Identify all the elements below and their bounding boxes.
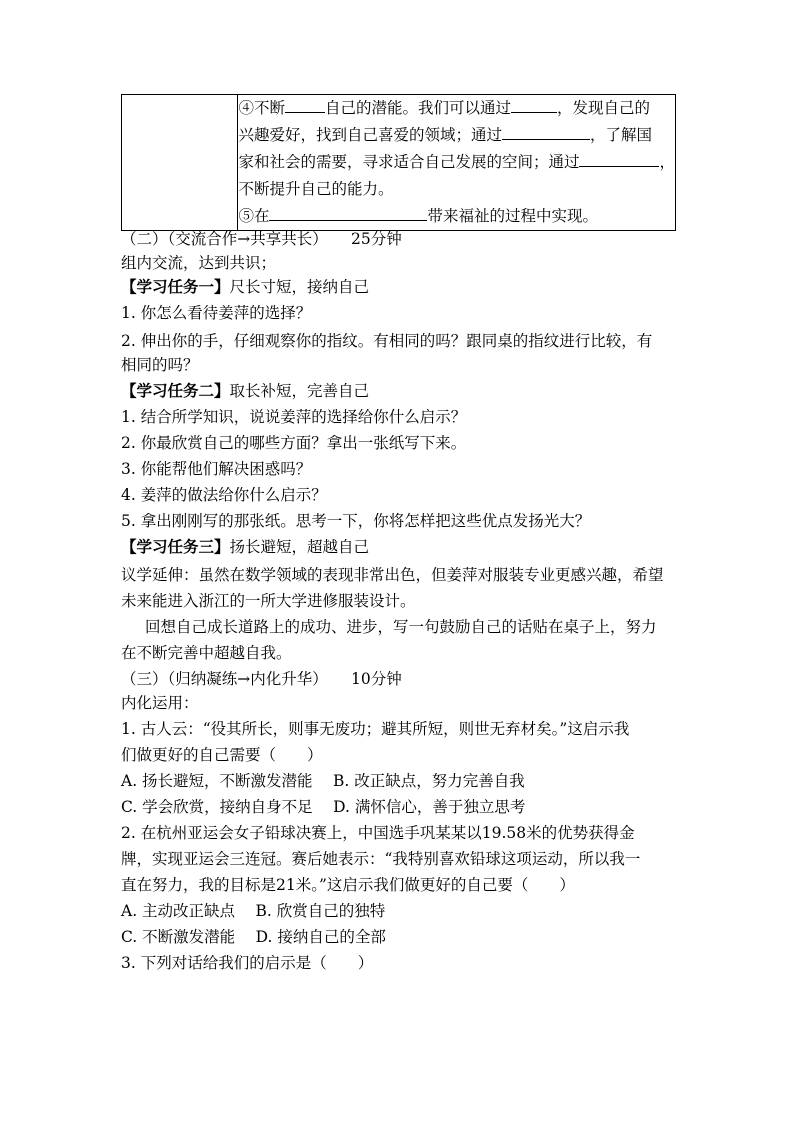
task2-question-2: 2. 你最欣赏自己的哪些方面？拿出一张纸写下来。 — [121, 434, 467, 452]
fill-blank[interactable] — [579, 150, 659, 167]
exercise-2: 2. 在杭州亚运会女子铅球决赛上，中国选手巩某某以19.58米的优势获得金 — [121, 824, 635, 842]
fill-blank[interactable] — [502, 123, 590, 140]
task1-title — [121, 275, 369, 299]
section2-heading: （二）（交流合作→共享共长） 25分钟 — [121, 230, 402, 248]
task3-reflection-cont: 在不断完善中超越自我。 — [121, 644, 292, 662]
exercise-1-options-cd: C. 学会欣赏，接纳自身不足 D. 满怀信心，善于独立思考 — [121, 798, 526, 816]
item5-line — [238, 203, 675, 230]
item4-line2 — [238, 122, 675, 149]
task2-title — [121, 379, 369, 403]
section3-intro: 内化运用： — [121, 694, 199, 712]
item5-text-b: 带来福祉的过程中实现。 — [427, 207, 598, 225]
exercise-2-options-cd: C. 不断激发潜能 D. 接纳自己的全部 — [121, 928, 386, 946]
task1-topic: 尺长寸短，接纳自己 — [229, 278, 370, 296]
exercise-1: 1. 古人云：“役其所长，则事无废功；避其所短，则世无弃材矣。”这启示我 — [121, 720, 630, 738]
task2-question-3: 3. 你能帮他们解决困惑吗？ — [121, 460, 312, 478]
task2-question-1: 1. 结合所学知识，说说姜萍的选择给你什么启示？ — [121, 408, 467, 426]
table-content-cell — [238, 95, 676, 231]
task3-extension: 议学延伸：虽然在数学领域的表现非常出色，但姜萍对服装专业更感兴趣，希望 — [121, 566, 664, 584]
review-table — [121, 94, 676, 231]
task1-label: 【学习任务一】 — [121, 277, 230, 296]
exercise-2-cont2: 直在努力，我的目标是21米。”这启示我们做更好的自己要（ ） — [121, 876, 575, 894]
item5-text-a: ⑤在 — [238, 207, 270, 225]
exercise-2-cont: 牌，实现亚运会三连冠。赛后她表示：“我特别喜欢铅球这项运动，所以我一 — [121, 850, 641, 868]
task1-question-2-cont: 相同的吗？ — [121, 356, 199, 374]
fill-blank[interactable] — [511, 96, 557, 113]
task3-label: 【学习任务三】 — [121, 537, 230, 556]
section3-heading: （三）（归纳凝练→内化升华） 10分钟 — [121, 670, 402, 688]
item4-text-a: ④不断 — [238, 99, 285, 117]
exercise-1-options-ab: A. 扬长避短，不断激发潜能 B. 改正缺点，努力完善自我 — [121, 772, 525, 790]
exercise-1-cont: 们做更好的自己需要（ ） — [121, 746, 323, 764]
fill-blank[interactable] — [269, 204, 427, 221]
item4-text-c: ，发现自己的 — [557, 99, 651, 117]
table-left-cell — [122, 95, 238, 231]
task3-title — [121, 535, 369, 559]
task2-question-4: 4. 姜萍的做法给你什么启示？ — [121, 486, 327, 504]
section2-intro: 组内交流，达到共识； — [121, 254, 277, 272]
task3-topic: 扬长避短，超越自己 — [229, 538, 370, 556]
task1-question-2: 2. 伸出你的手，仔细观察你的指纹。有相同的吗？跟同桌的指纹进行比较，有 — [121, 332, 653, 350]
item4-text-b: 自己的潜能。我们可以通过 — [324, 99, 511, 117]
item4-line3 — [238, 149, 675, 176]
task2-label: 【学习任务二】 — [121, 381, 230, 400]
task2-question-5: 5. 拿出刚刚写的那张纸。思考一下，你将怎样把这些优点发扬光大？ — [121, 512, 591, 530]
item4-text-e: ，了解国 — [589, 126, 652, 144]
task2-topic: 取长补短，完善自己 — [229, 382, 370, 400]
item4-text-d: 兴趣爱好，找到自己喜爱的领域；通过 — [238, 126, 502, 144]
item4-text-f: 家和社会的需要，寻求适合自己发展的空间；通过 — [238, 153, 580, 171]
item4-line1 — [238, 95, 675, 122]
task3-extension-cont: 未来能进入浙江的一所大学进修服装设计。 — [121, 592, 416, 610]
exercise-2-options-ab: A. 主动改正缺点 B. 欣赏自己的独特 — [121, 902, 386, 920]
exercise-3: 3. 下列对话给我们的启示是（ ） — [121, 954, 374, 972]
item4-text-g: ， — [659, 153, 675, 171]
item4-line4: 不断提升自己的能力。 — [238, 180, 394, 198]
fill-blank[interactable] — [285, 96, 325, 113]
task3-reflection: 回想自己成长道路上的成功、进步，写一句鼓励自己的话贴在桌子上，努力 — [145, 618, 657, 636]
task1-question-1: 1. 你怎么看待姜萍的选择？ — [121, 304, 312, 322]
